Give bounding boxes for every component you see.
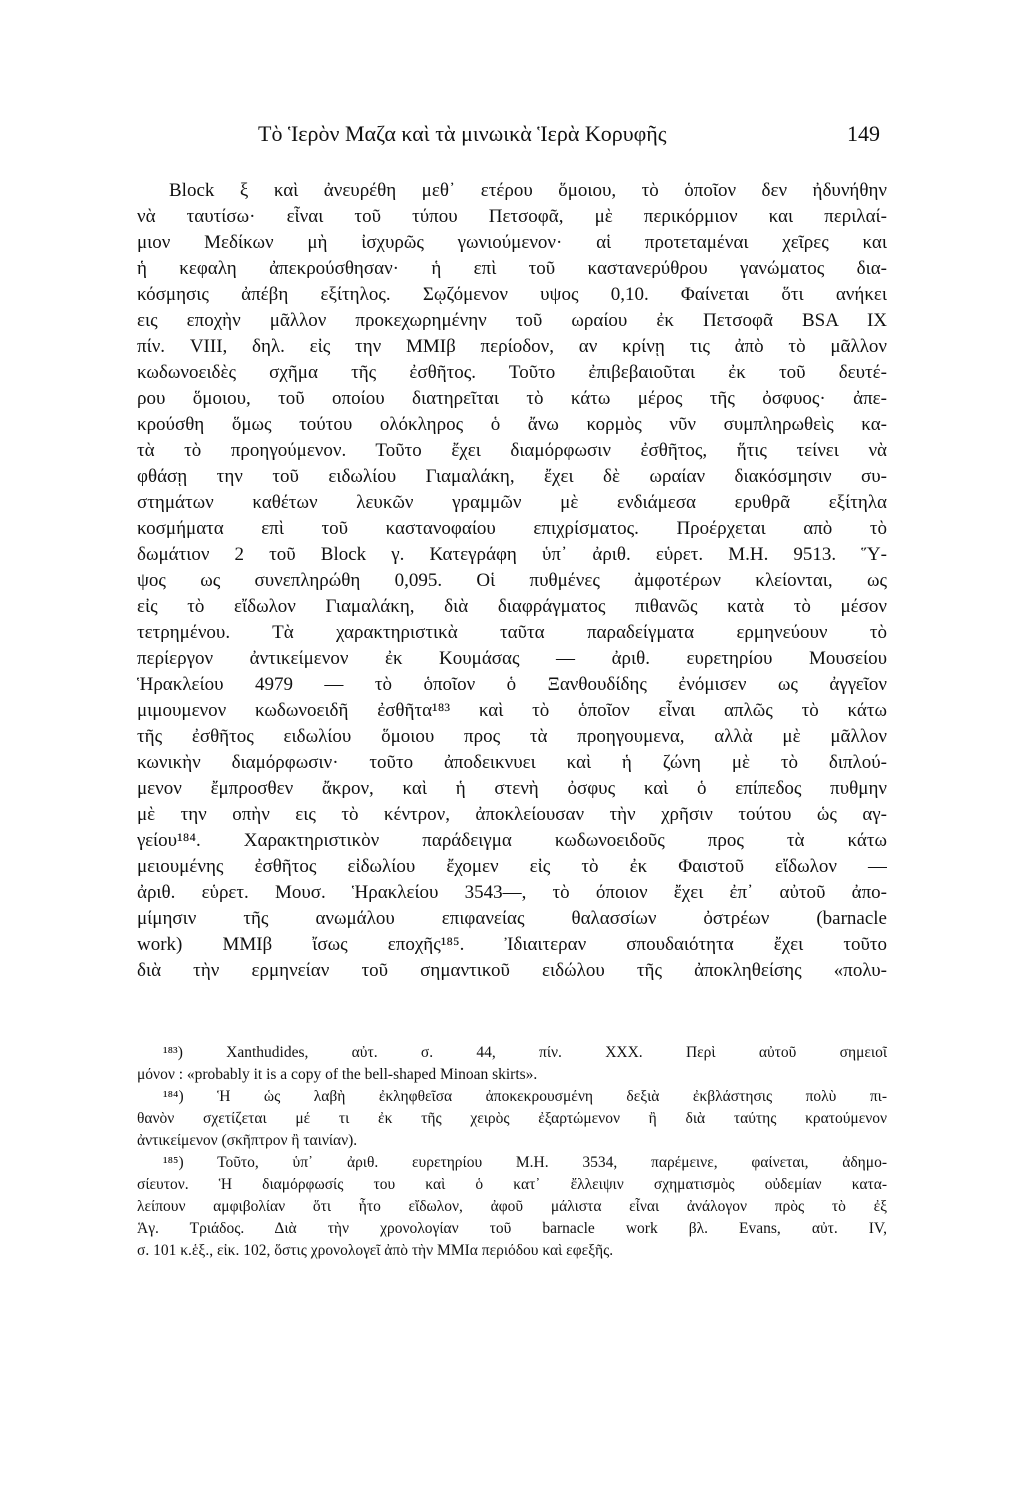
text-line: τῆς ἐσθῆτος ειδωλίου ὅμοιου προς τὰ προηγουμενα, αλλὰ μὲ μᾶλλον	[137, 726, 887, 747]
text-line: τετρημένου. Τὰ χαρακτηριστικὰ ταῦτα παραδείγματα ερμηνεύουν τὸ	[137, 622, 887, 643]
text-line: ἀριθ. εὑρετ. Μουσ. Ἡρακλείου 3543—, τὸ όποιον ἔχει ἐπ᾽ αὐτοῦ ἀπο-	[137, 882, 887, 903]
footnote-line: σίευτον. Ἡ διαμόρφωσίς του καὶ ὁ κατ᾽ ἔλλειψιν σχηματισμὸς οὐδεμίαν κατα-	[137, 1176, 887, 1193]
text-line: διὰ τὴν ερμηνείαν τοῦ σημαντικοῦ ειδώλου τῆς ἀποκληθείσης «πολυ-	[137, 960, 887, 981]
text-line: ἡ κεφαλη ἀπεκρούσθησαν· ἡ επὶ τοῦ καστανερύθρου γανώματος δια-	[137, 258, 887, 279]
text-line: κόσμησις ἀπέβη εξίτηλος. Σῳζόμενον υψος 0,10. Φαίνεται ὅτι ανήκει	[137, 284, 887, 305]
text-line: κωνικὴν διαμόρφωσιν· τοῦτο ἀποδεικνυει καὶ ἡ ζώνη μὲ τὸ διπλού-	[137, 752, 887, 773]
footnote-line: ἀντικείμενον (σκῆπτρον ἢ ταινίαν).	[137, 1132, 358, 1149]
text-line: δωμάτιον 2 τοῦ Block γ. Κατεγράφη ὑπ᾽ ἀριθ. εὑρετ. Μ.Η. 9513. Ὕ-	[137, 544, 887, 565]
text-line: ρου ὅμοιου, τοῦ οποίου διατηρεῖται τὸ κάτω μέρος τῆς ὀσφυος· ἀπε-	[137, 388, 887, 409]
text-line: μίμησιν τῆς ανωμάλου επιφανείας θαλασσίων ὀστρέων (barnacle	[137, 908, 887, 929]
text-line: γείου¹⁸⁴. Χαρακτηριστικὸν παράδειγμα κωδωνοειδοῦς προς τὰ κάτω	[137, 830, 887, 851]
text-line: νὰ ταυτίσω· εἶναι τοῦ τύπου Πετσοφᾶ, μὲ περικόρμιον και περιλαί-	[137, 206, 887, 227]
footnote-line: λείπουν αμφιβολίαν ὅτι ἦτο εἴδωλον, ἀφοῦ μάλιστα εἶναι ἀνάλογον πρὸς τὸ ἐξ	[137, 1198, 887, 1215]
text-line: μιον Μεδίκων μὴ ἰσχυρῶς γωνιούμενον· αἱ προτεταμέναι χεῖρες και	[137, 232, 887, 253]
running-title: Τὸ Ἱερὸν Μαζα καὶ τὰ μινωικὰ Ἱερὰ Κορυφῆς	[258, 121, 667, 146]
text-line: ψος ως συνεπληρώθη 0,095. Οἱ πυθμένες ἀμφοτέρων κλείονται, ως	[137, 570, 887, 591]
text-line: μιμουμενον κωδωνοειδῆ ἐσθῆτα¹⁸³ καὶ τὸ ὁποῖον εἶναι απλῶς τὸ κάτω	[137, 700, 887, 721]
footnote-line: ¹⁸³) Xanthudides, αὐτ. σ. 44, πίν. XXX. Περὶ αὐτοῦ σημειοῖ	[163, 1044, 887, 1061]
text-line: φθάσῃ την τοῦ ειδωλίου Γιαμαλάκη, ἔχει δὲ ωραίαν διακόσμησιν συ-	[137, 466, 887, 487]
text-line: κρούσθη ὅμως τούτου ολόκληρος ὁ ἄνω κορμὸς νῦν συμπληρωθεὶς κα-	[137, 414, 887, 435]
text-line: τὰ τὸ προηγούμενον. Τοῦτο ἔχει διαμόρφωσιν ἐσθῆτος, ἥτις τείνει νὰ	[137, 440, 887, 461]
text-line: πίν. VIII, δηλ. εἰς την ΜΜΙβ περίοδον, αν κρίνῃ τις ἀπὸ τὸ μᾶλλον	[137, 336, 887, 357]
text-line: μειουμένης ἐσθῆτος εἰδωλίου ἔχομεν εἰς τὸ ἐκ Φαιστοῦ εἴδωλον —	[137, 856, 887, 877]
text-line: κοσμήματα επὶ τοῦ καστανοφαίου επιχρίσματος. Προέρχεται απὸ τὸ	[137, 518, 887, 539]
text-line: work) ΜΜΙβ ἴσως εποχῆς¹⁸⁵. Ἰδιαιτεραν σπουδαιότητα ἔχει τοῦτο	[137, 934, 887, 955]
footnote-line: σ. 101 κ.ἑξ., εἰκ. 102, ὅστις χρονολογεῖ ἀπὸ τὴν ΜΜΙα περιόδου καὶ εφεξῆς.	[137, 1242, 614, 1259]
footnote-line: θανὸν σχετίζεται μέ τι ἐκ τῆς χειρὸς ἐξαρτώμενον ἢ διὰ ταύτης κρατούμενον	[137, 1110, 887, 1127]
footnote-line: ¹⁸⁵) Τοῦτο, ὑπ᾽ ἀριθ. ευρετηρίου Μ.Η. 3534, παρέμεινε, φαίνεται, ἀδημο-	[163, 1154, 887, 1171]
footnotes	[137, 1042, 887, 1262]
text-line: Ἡρακλείου 4979 — τὸ ὁποῖον ὁ Ξανθουδίδης ἐνόμισεν ως ἀγγεῖον	[137, 674, 887, 695]
page-number: 149	[847, 121, 880, 146]
text-line: εις εποχὴν μᾶλλον προκεχωρημένην τοῦ ωραίου ἐκ Πετσοφᾶ BSA IX	[137, 310, 887, 331]
footnote-line: ¹⁸⁴) Ἡ ὡς λαβὴ ἐκληφθεῖσα ἀποκεκρουσμένη δεξιὰ ἐκβλάστησις πολὺ πι-	[163, 1088, 887, 1105]
text-line: κωδωνοειδὲς σχῆμα τῆς ἐσθῆτος. Τοῦτο ἐπιβεβαιοῦται ἐκ τοῦ δευτέ-	[137, 362, 887, 383]
text-line: μενον ἔμπροσθεν ἄκρον, καὶ ἡ στενὴ ὀσφυς καὶ ὁ επίπεδος πυθμην	[137, 778, 887, 799]
text-line: στημάτων καθέτων λευκῶν γραμμῶν μὲ ενδιάμεσα ερυθρᾶ εξίτηλα	[137, 492, 887, 513]
text-line: Block ξ καὶ ἀνευρέθη μεθ᾽ ετέρου ὅμοιου, τὸ ὁποῖον δεν ἠδυνήθην	[169, 180, 887, 201]
text-line: μὲ την οπὴν εις τὸ κέντρον, ἀποκλείουσαν τὴν χρῆσιν τούτου ὡς αγ-	[137, 804, 887, 825]
main-text	[137, 178, 887, 984]
text-line: εἰς τὸ εἴδωλον Γιαμαλάκη, διὰ διαφράγματος πιθανῶς κατὰ τὸ μέσον	[137, 596, 887, 617]
footnote-line: Ἁγ. Τριάδος. Διὰ τὴν χρονολογίαν τοῦ barnacle work βλ. Evans, αὐτ. IV,	[137, 1220, 887, 1237]
text-line: περίεργον ἀντικείμενον ἐκ Κουμάσας — ἀριθ. ευρετηρίου Μουσείου	[137, 648, 887, 669]
footnote-line: μόνον : «probably it is a copy of the bell-shaped Minoan skirts».	[137, 1066, 538, 1083]
